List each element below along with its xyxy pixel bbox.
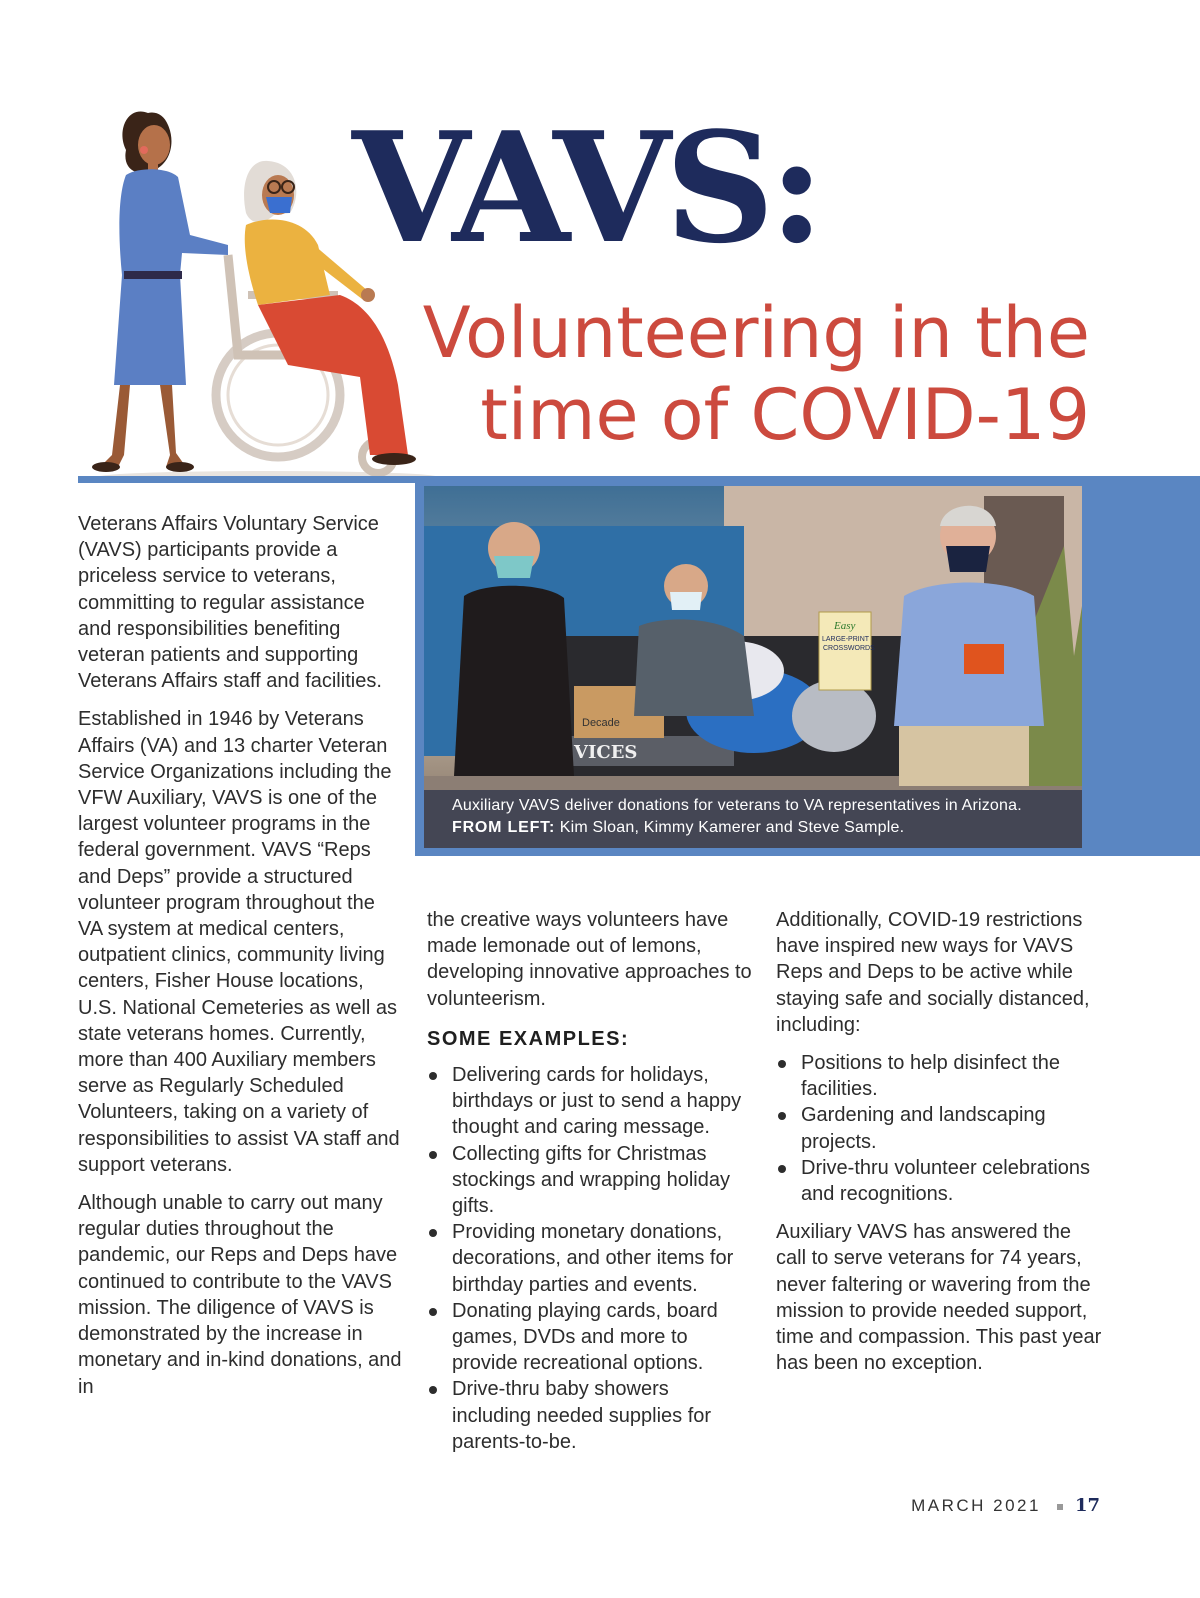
list-item bbox=[427, 1298, 752, 1377]
box-text: Decade bbox=[582, 717, 620, 729]
list-item bbox=[776, 1155, 1106, 1207]
person-right-mask bbox=[946, 546, 990, 572]
page-subtitle bbox=[420, 292, 1090, 456]
paragraph-history: Established in 1946 by Veterans Affairs (VA) and 13 charter Veteran Service Organizations including the VFW Auxiliary, VAVS is one of the largest volunteer programs in the federal government. VAVS “Reps and Deps” provide a structured volunteer program throughout the VA system at medical centers, outpatient clinics, community living centers, Fisher House locations, U.S. National Cemeteries as well as state veterans homes. Currently, more than 400 Auxiliary members serve as Regularly Scheduled Volunteers, taking on a variety of responsibilities to assist VA staff and support veterans. bbox=[78, 708, 400, 1176]
person-left-mask bbox=[494, 556, 534, 578]
list-item bbox=[427, 1376, 752, 1455]
restrictions-list bbox=[776, 1050, 1106, 1207]
page-number: 17 bbox=[1074, 1495, 1100, 1516]
bullet-icon bbox=[778, 1060, 786, 1068]
paragraph-intro: Veterans Affairs Voluntary Service (VAVS) participants provide a priceless service to veterans, committing to regular assistance and responsibilities benefiting veteran patients and supporting Veterans Affairs staff and facilities. bbox=[78, 513, 382, 693]
bullet-icon bbox=[429, 1308, 437, 1316]
person-middle-body bbox=[634, 619, 754, 716]
person-middle-mask bbox=[670, 592, 702, 610]
bullet-icon bbox=[429, 1072, 437, 1080]
caption-label: FROM LEFT: bbox=[452, 819, 556, 836]
person-right-pants bbox=[899, 726, 1029, 786]
list-item-text: Drive-thru volunteer celebrations and recognitions. bbox=[801, 1156, 1091, 1206]
bullet-icon bbox=[778, 1165, 786, 1173]
examples-heading: SOME EXAMPLES: bbox=[427, 1027, 630, 1050]
list-item-text: Positions to help disinfect the facilities. bbox=[801, 1052, 1061, 1101]
paragraph-continuation: the creative ways volunteers have made lemonade out of lemons, developing innovative approaches to volunteerism. bbox=[427, 909, 752, 1010]
list-item-text: Drive-thru baby showers including needed supplies for parents-to-be. bbox=[452, 1378, 712, 1453]
list-item bbox=[776, 1050, 1106, 1102]
list-item bbox=[427, 1141, 752, 1220]
person-left-body bbox=[454, 586, 574, 776]
photo-caption bbox=[452, 795, 1072, 839]
list-item bbox=[427, 1062, 752, 1141]
sign-text: VICES bbox=[574, 742, 638, 763]
list-item bbox=[427, 1219, 752, 1298]
book-text-2: LARGE-PRINT bbox=[822, 636, 870, 643]
book-text-1: Easy bbox=[834, 620, 856, 632]
bullet-icon bbox=[429, 1386, 437, 1394]
caption-line-1: Auxiliary VAVS deliver donations for veterans to VA representatives in Arizona. bbox=[452, 797, 1022, 814]
page-footer bbox=[900, 1495, 1100, 1516]
list-item bbox=[776, 1102, 1106, 1154]
book-text-3: CROSSWORDS bbox=[823, 645, 875, 652]
list-item-text: Collecting gifts for Christmas stockings and wrapping holiday gifts. bbox=[452, 1142, 730, 1218]
list-item-text: Providing monetary donations, decorations, and other items for birthday parties and events. bbox=[452, 1221, 734, 1296]
standing-volunteer-figure bbox=[92, 111, 228, 472]
card-pack bbox=[964, 644, 1004, 674]
paragraph-restrictions: Additionally, COVID-19 restrictions have inspired new ways for VAVS Reps and Deps to be active while staying safe and socially distanced, including: bbox=[776, 909, 1090, 1036]
article-column-1 bbox=[78, 511, 403, 1412]
paragraph-closing: Auxiliary VAVS has answered the call to serve veterans for 74 years, never faltering or wavering from the mission to provide needed support, time and compassion. This past year has been no exception. bbox=[776, 1221, 1102, 1375]
grey-gift-bag bbox=[792, 680, 876, 752]
footer-separator-icon bbox=[1057, 1504, 1063, 1510]
subtitle-line-2: time of COVID-19 bbox=[480, 374, 1090, 456]
caption-names: Kim Sloan, Kimmy Kamerer and Steve Sample. bbox=[559, 819, 905, 836]
list-item-text: Delivering cards for holidays, birthdays or just to send a happy thought and caring message. bbox=[452, 1064, 742, 1139]
article-column-2 bbox=[427, 907, 752, 1467]
subtitle-line-1: Volunteering in the bbox=[422, 292, 1090, 374]
paragraph-pandemic: Although unable to carry out many regular duties throughout the pandemic, our Reps and Deps have continued to contribute to the VAVS mission. The diligence of VAVS is demonstrated by the increase in monetary and in-kind donations, and in bbox=[78, 1192, 402, 1398]
bullet-icon bbox=[429, 1151, 437, 1159]
bullet-icon bbox=[429, 1229, 437, 1237]
list-item-text: Donating playing cards, board games, DVDs and more to provide recreational options. bbox=[452, 1299, 718, 1375]
issue-date: MARCH 2021 bbox=[911, 1496, 1041, 1515]
article-column-3 bbox=[776, 907, 1106, 1388]
examples-list bbox=[427, 1062, 752, 1455]
page-title: VAVS: bbox=[352, 98, 819, 277]
bullet-icon bbox=[778, 1112, 786, 1120]
caption-line-2 bbox=[452, 817, 1072, 839]
list-item-text: Gardening and landscaping projects. bbox=[801, 1104, 1046, 1153]
